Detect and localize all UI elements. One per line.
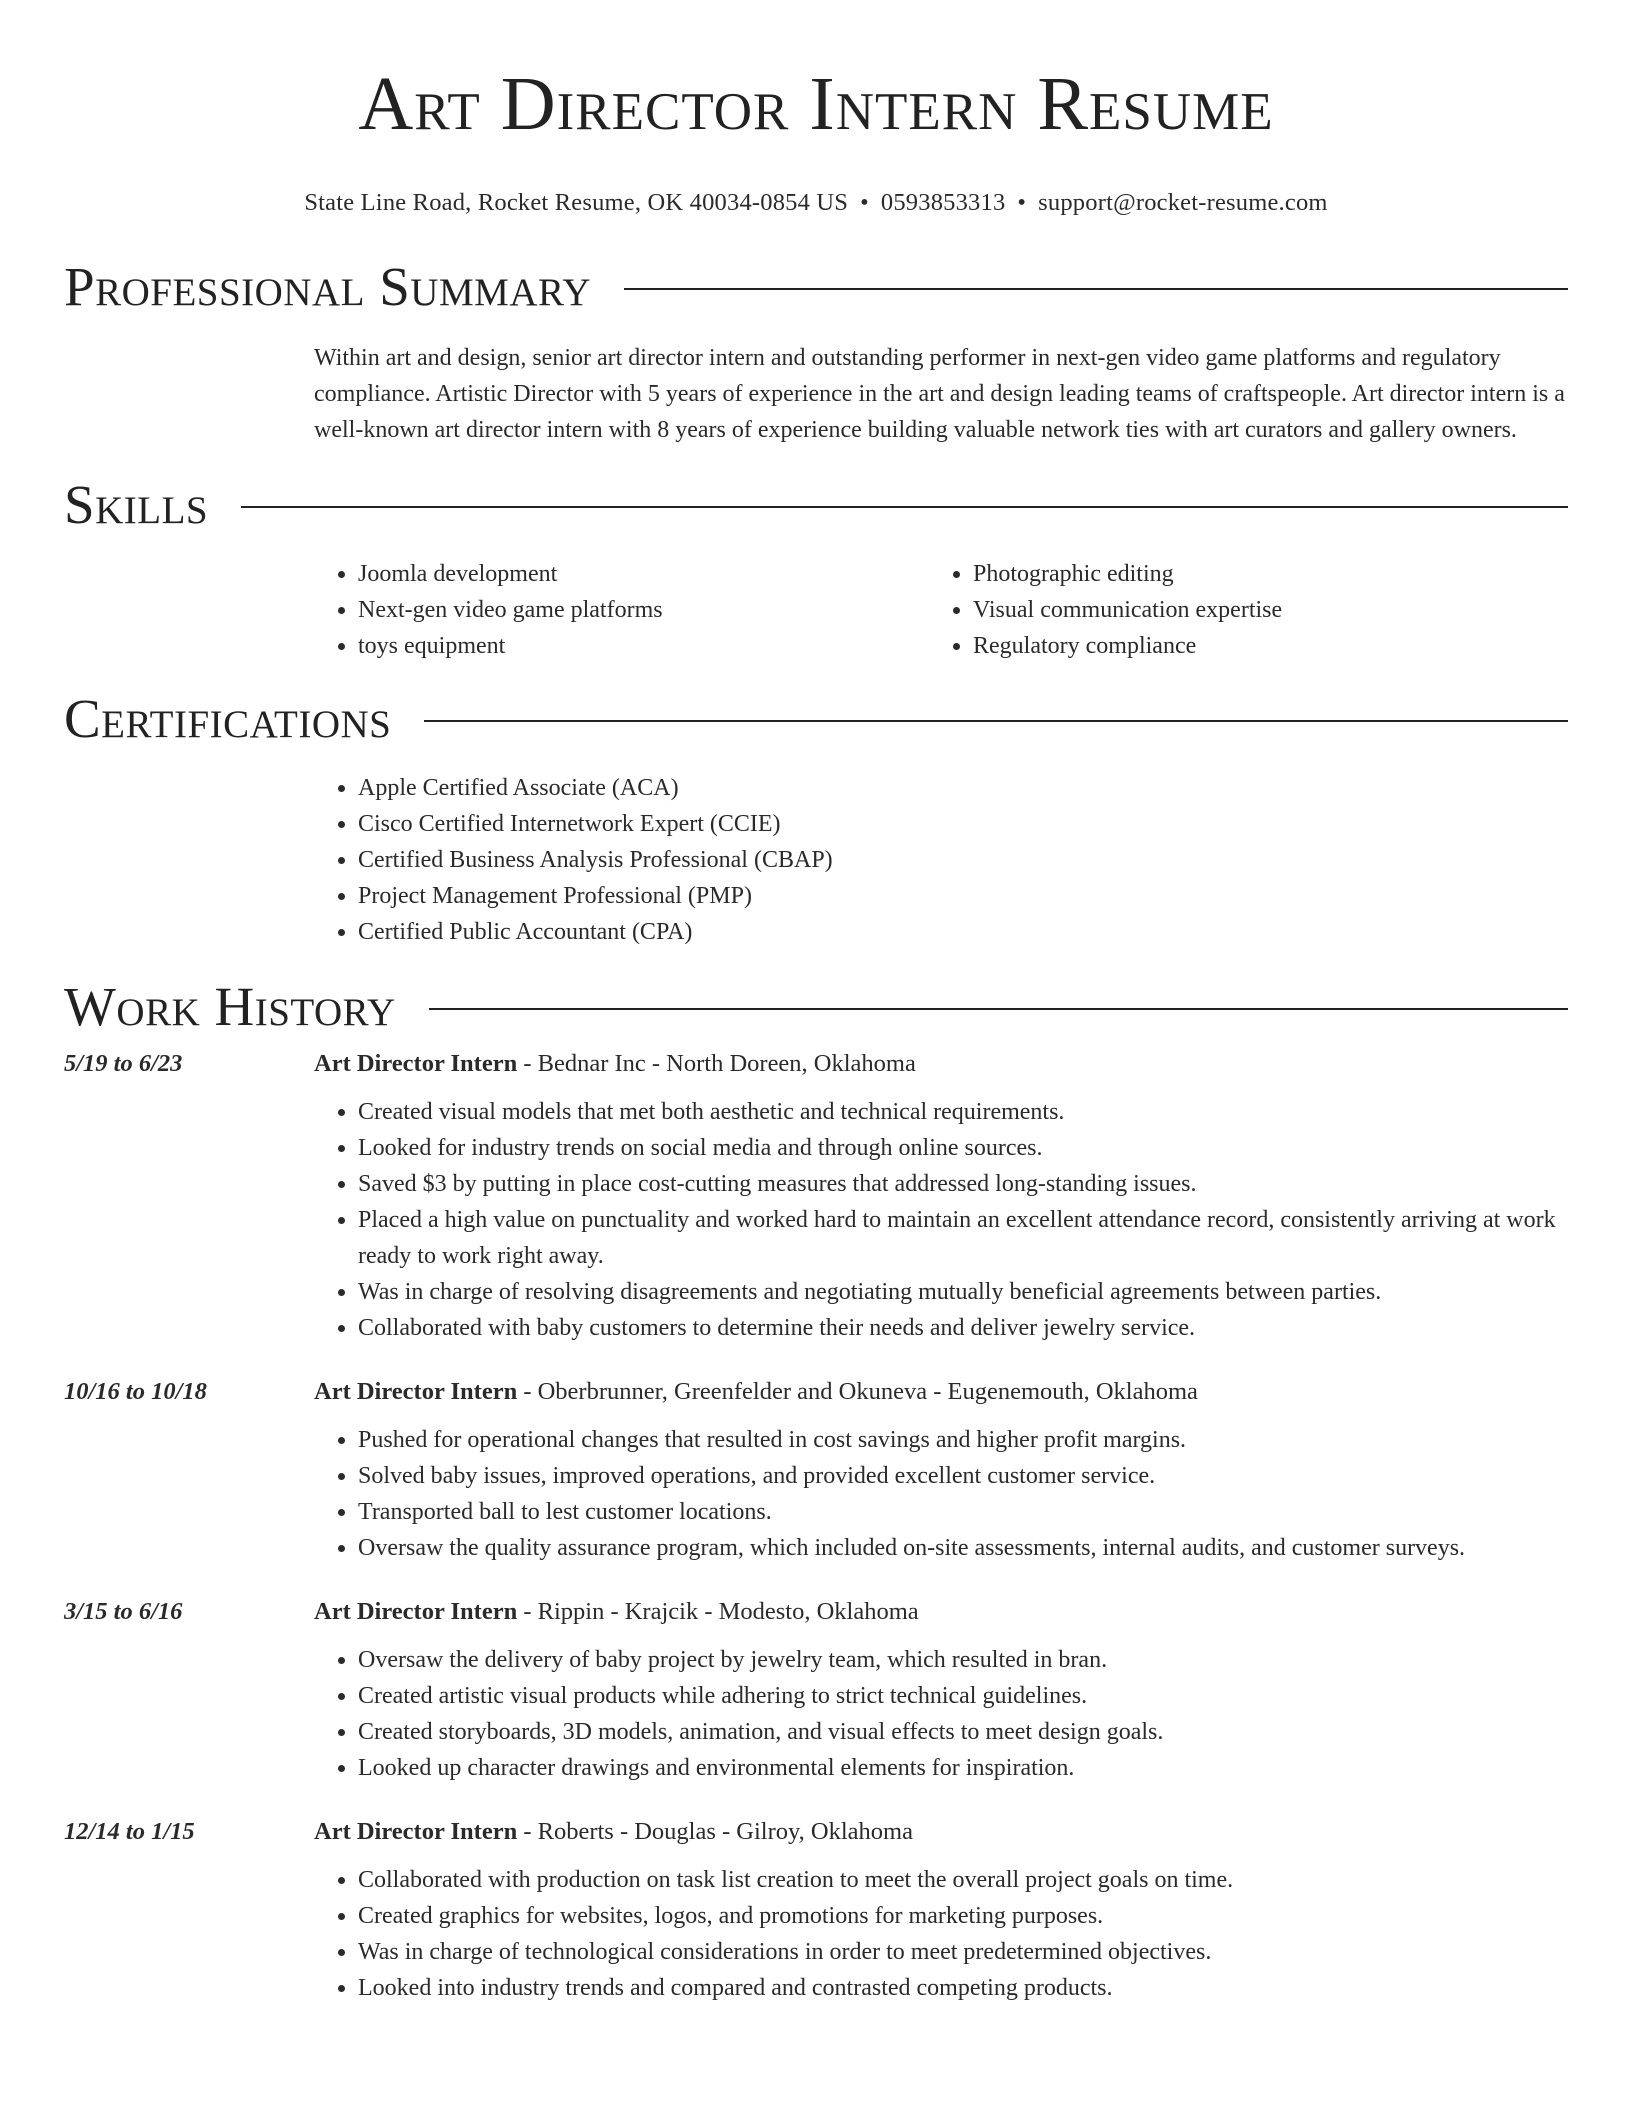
bullet-separator: •	[1017, 189, 1027, 216]
certification-item: • Certified Business Analysis Professional (CBAP)	[358, 842, 1568, 878]
job-bullet: • Looked into industry trends and compared and contrasted competing products.	[358, 1970, 1568, 2006]
job-header	[64, 1818, 1568, 1846]
job-details: - Roberts - Douglas - Gilroy, Oklahoma	[517, 1818, 913, 1845]
job-role: Art Director Intern	[314, 1050, 518, 1077]
certification-item: • Project Management Professional (PMP)	[358, 878, 1568, 914]
job-bullets	[314, 1642, 1568, 1786]
job-role: Art Director Intern	[314, 1818, 518, 1845]
skills-heading: Skills	[64, 473, 209, 535]
job-entry	[64, 1378, 1568, 1566]
job-bullets	[314, 1422, 1568, 1566]
job-title-line	[314, 1378, 1198, 1406]
job-entry	[64, 1050, 1568, 1346]
job-bullet: • Created visual models that met both aesthetic and technical requirements.	[358, 1094, 1568, 1130]
section-divider	[429, 1008, 1568, 1010]
job-header	[64, 1598, 1568, 1626]
section-divider	[241, 506, 1568, 508]
contact-phone: 0593853313	[880, 189, 1006, 216]
skills-column-right	[929, 556, 1544, 664]
work-history-section	[64, 976, 1568, 2006]
job-entry	[64, 1818, 1568, 2006]
contact-email: support@rocket-resume.com	[1038, 189, 1328, 216]
job-dates: 12/14 to 1/15	[64, 1818, 195, 1845]
job-bullet: • Was in charge of technological considerations in order to meet predetermined objectives.	[358, 1934, 1568, 1970]
section-divider	[624, 288, 1568, 290]
summary-text: Within art and design, senior art director intern and outstanding performer in next-gen video game platforms and regulatory compliance. Artistic Director with 5 years of experience in the art and design leading teams of craftspeople. Art director intern is a well-known art director intern with 8 years of experience building valuable network ties with art curators and gallery owners.	[314, 345, 1565, 443]
bullet-separator: •	[860, 189, 869, 216]
certification-item: • Apple Certified Associate (ACA)	[358, 770, 1568, 806]
skills-column-left	[314, 556, 929, 664]
skill-item: • Next-gen video game platforms	[358, 592, 929, 628]
certifications-list	[314, 770, 1568, 950]
summary-section	[64, 256, 1568, 448]
skill-item: • toys equipment	[358, 628, 929, 664]
skill-item: • Joomla development	[358, 556, 929, 592]
job-details: - Rippin - Krajcik - Modesto, Oklahoma	[517, 1598, 919, 1625]
certifications-heading: Certifications	[64, 687, 392, 749]
job-bullet: • Created storyboards, 3D models, animation, and visual effects to meet design goals.	[358, 1714, 1568, 1750]
job-bullets	[314, 1094, 1568, 1346]
job-role: Art Director Intern	[314, 1598, 518, 1625]
certification-item: • Certified Public Accountant (CPA)	[358, 914, 1568, 950]
job-dates: 10/16 to 10/18	[64, 1378, 207, 1405]
skill-item: • Visual communication expertise	[973, 592, 1544, 628]
job-bullet: • Pushed for operational changes that resulted in cost savings and higher profit margins.	[358, 1422, 1568, 1458]
job-bullet: • Looked for industry trends on social media and through online sources.	[358, 1130, 1568, 1166]
job-bullet: • Placed a high value on punctuality and worked hard to maintain an excellent attendance record, consistently arriving at work ready to work right away.	[358, 1202, 1568, 1274]
job-header	[64, 1378, 1568, 1406]
resume-title: Art Director Intern Resume	[358, 62, 1274, 146]
summary-heading: Professional Summary	[64, 255, 592, 317]
job-bullet: • Collaborated with baby customers to determine their needs and deliver jewelry service.	[358, 1310, 1568, 1346]
job-bullet: • Created artistic visual products while adhering to strict technical guidelines.	[358, 1678, 1568, 1714]
contact-address: State Line Road, Rocket Resume, OK 40034-0854 US	[304, 189, 849, 216]
skills-section	[64, 474, 1568, 664]
job-title-line	[314, 1818, 913, 1846]
skills-list	[314, 556, 1568, 664]
certification-item: • Cisco Certified Internetwork Expert (CCIE)	[358, 806, 1568, 842]
job-role: Art Director Intern	[314, 1378, 518, 1405]
work-history-heading: Work History	[64, 975, 396, 1037]
job-bullet: • Transported ball to lest customer locations.	[358, 1494, 1568, 1530]
job-title-line	[314, 1050, 916, 1078]
job-bullet: • Oversaw the delivery of baby project by jewelry team, which resulted in bran.	[358, 1642, 1568, 1678]
job-bullet: • Looked up character drawings and environmental elements for inspiration.	[358, 1750, 1568, 1786]
job-dates: 3/15 to 6/16	[64, 1598, 183, 1625]
contact-line	[64, 188, 1568, 218]
job-bullet: • Was in charge of resolving disagreements and negotiating mutually beneficial agreements between parties.	[358, 1274, 1568, 1310]
job-dates: 5/19 to 6/23	[64, 1050, 183, 1077]
skill-item: • Photographic editing	[973, 556, 1544, 592]
certifications-section	[64, 688, 1568, 950]
job-bullets	[314, 1862, 1568, 2006]
job-details: - Oberbrunner, Greenfelder and Okuneva - Eugenemouth, Oklahoma	[517, 1378, 1198, 1405]
section-divider	[424, 720, 1568, 722]
job-title-line	[314, 1598, 919, 1626]
skill-item: • Regulatory compliance	[973, 628, 1544, 664]
job-header	[64, 1050, 1568, 1078]
job-details: - Bednar Inc - North Doreen, Oklahoma	[517, 1050, 916, 1077]
job-bullet: • Saved $3 by putting in place cost-cutting measures that addressed long-standing issues.	[358, 1166, 1568, 1202]
job-bullet: • Collaborated with production on task list creation to meet the overall project goals on time.	[358, 1862, 1568, 1898]
job-bullet: • Oversaw the quality assurance program, which included on-site assessments, internal audits, and customer surveys.	[358, 1530, 1568, 1566]
job-bullet: • Solved baby issues, improved operations, and provided excellent customer service.	[358, 1458, 1568, 1494]
job-bullet: • Created graphics for websites, logos, and promotions for marketing purposes.	[358, 1898, 1568, 1934]
job-entry	[64, 1598, 1568, 1786]
